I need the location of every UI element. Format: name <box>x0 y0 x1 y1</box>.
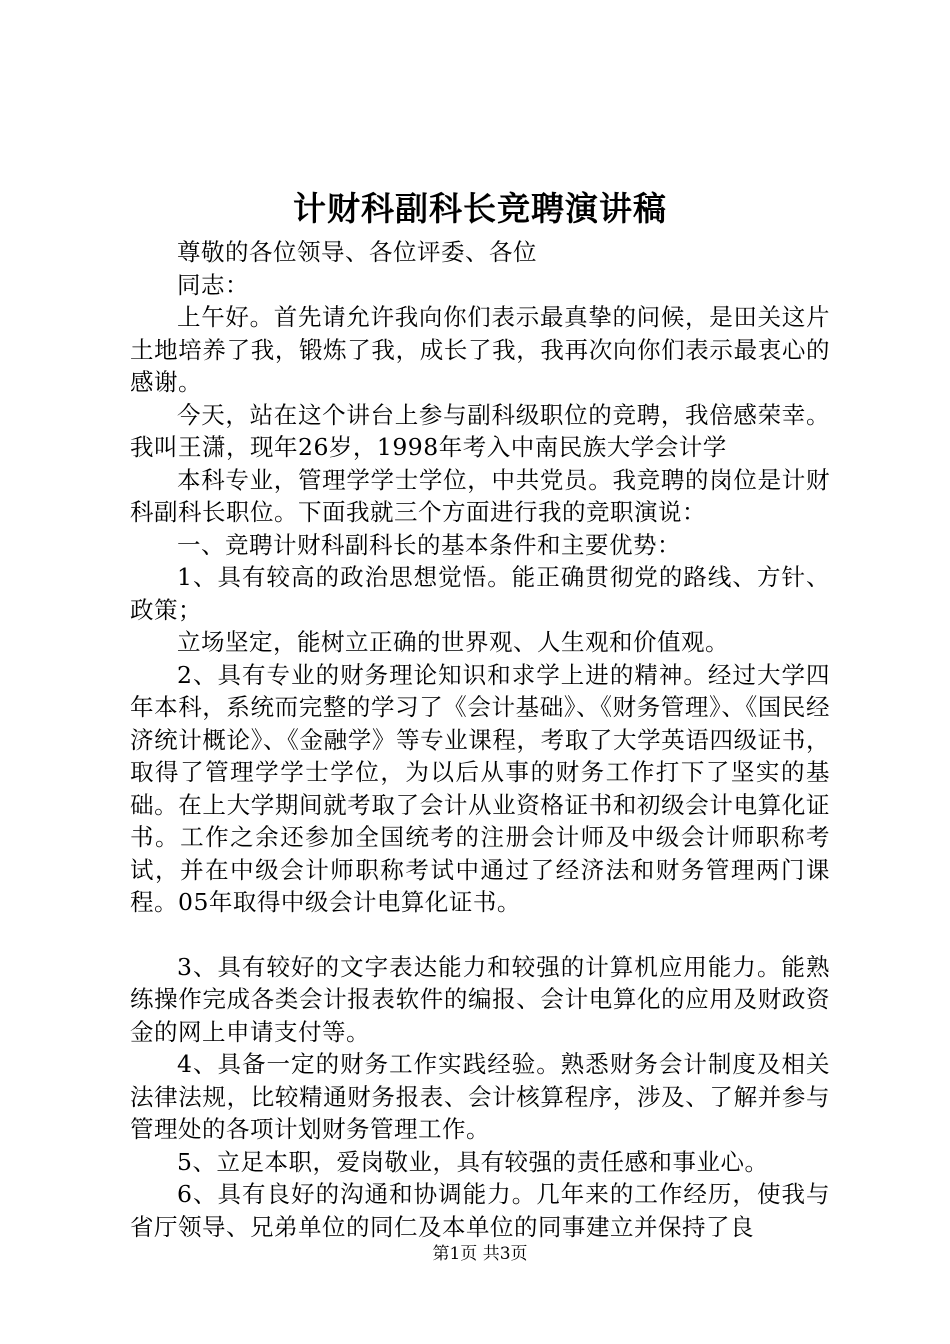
document-title: 计财科副科长竞聘演讲稿 <box>293 189 667 228</box>
paragraph-point-3: 3、具有较好的文字表达能力和较强的计算机应用能力。能熟练操作完成各类会计报表软件的编报、会计电算化的应用及财政资金的网上申请支付等。 <box>130 952 830 1046</box>
paragraph-introduction-cont: 本科专业，管理学学士学位，中共党员。我竞聘的岗位是计财科副科长职位。下面我就三个方面进行我的竞职演说： <box>130 465 830 526</box>
paragraph-greeting: 上午好。首先请允许我向你们表示最真挚的问候，是田关这片土地培养了我，锻炼了我，成长了我，我再次向你们表示最衷心的感谢。 <box>130 303 830 396</box>
paragraph-point-1: 1、具有较高的政治思想觉悟。能正确贯彻党的路线、方针、政策； <box>130 563 830 624</box>
page-number-footer: 第1页 共3页 <box>432 1244 528 1264</box>
paragraph-introduction: 今天，站在这个讲台上参与副科级职位的竞聘，我倍感荣幸。我叫王潇，现年26岁，1998年考入中南民族大学会计学 <box>130 400 830 461</box>
paragraph-point-1-cont: 立场坚定，能树立正确的世界观、人生观和价值观。 <box>177 628 729 656</box>
paragraph-salutation: 尊敬的各位领导、各位评委、各位 <box>177 238 537 266</box>
paragraph-point-2: 2、具有专业的财务理论知识和求学上进的精神。经过大学四年本科，系统而完整的学习了《会计基础》、《财务管理》、《国民经济统计概论》、《金融学》等专业课程，考取了大学英语四级证书，取得了管理学学士学位，为以后从事的财务工作打下了坚实的基础。在上大学期间就考取了会计从业资格证书和初级会计电算化证书。工作之余还参加全国统考的注册会计师及中级会计师职称考试，并在中级会计师职称考试中通过了经济法和财务管理两门课程。05年取得中级会计电算化证书。 <box>130 660 830 916</box>
document-page <box>130 0 830 1344</box>
paragraph-point-5: 5、立足本职，爱岗敬业，具有较强的责任感和事业心。 <box>177 1147 769 1176</box>
paragraph-point-4: 4、具备一定的财务工作实践经验。熟悉财务会计制度及相关法律法规，比较精通财务报表、会计核算程序，涉及、了解并参与管理处的各项计划财务管理工作。 <box>130 1050 830 1143</box>
document-body <box>130 236 830 1243</box>
paragraph-point-6: 6、具有良好的沟通和协调能力。几年来的工作经历，使我与省厅领导、兄弟单位的同仁及本单位的同事建立并保持了良 <box>130 1180 830 1241</box>
paragraph-salutation-cont: 同志： <box>177 270 249 299</box>
paragraph-section-heading: 一、竞聘计财科副科长的基本条件和主要优势： <box>177 530 681 559</box>
